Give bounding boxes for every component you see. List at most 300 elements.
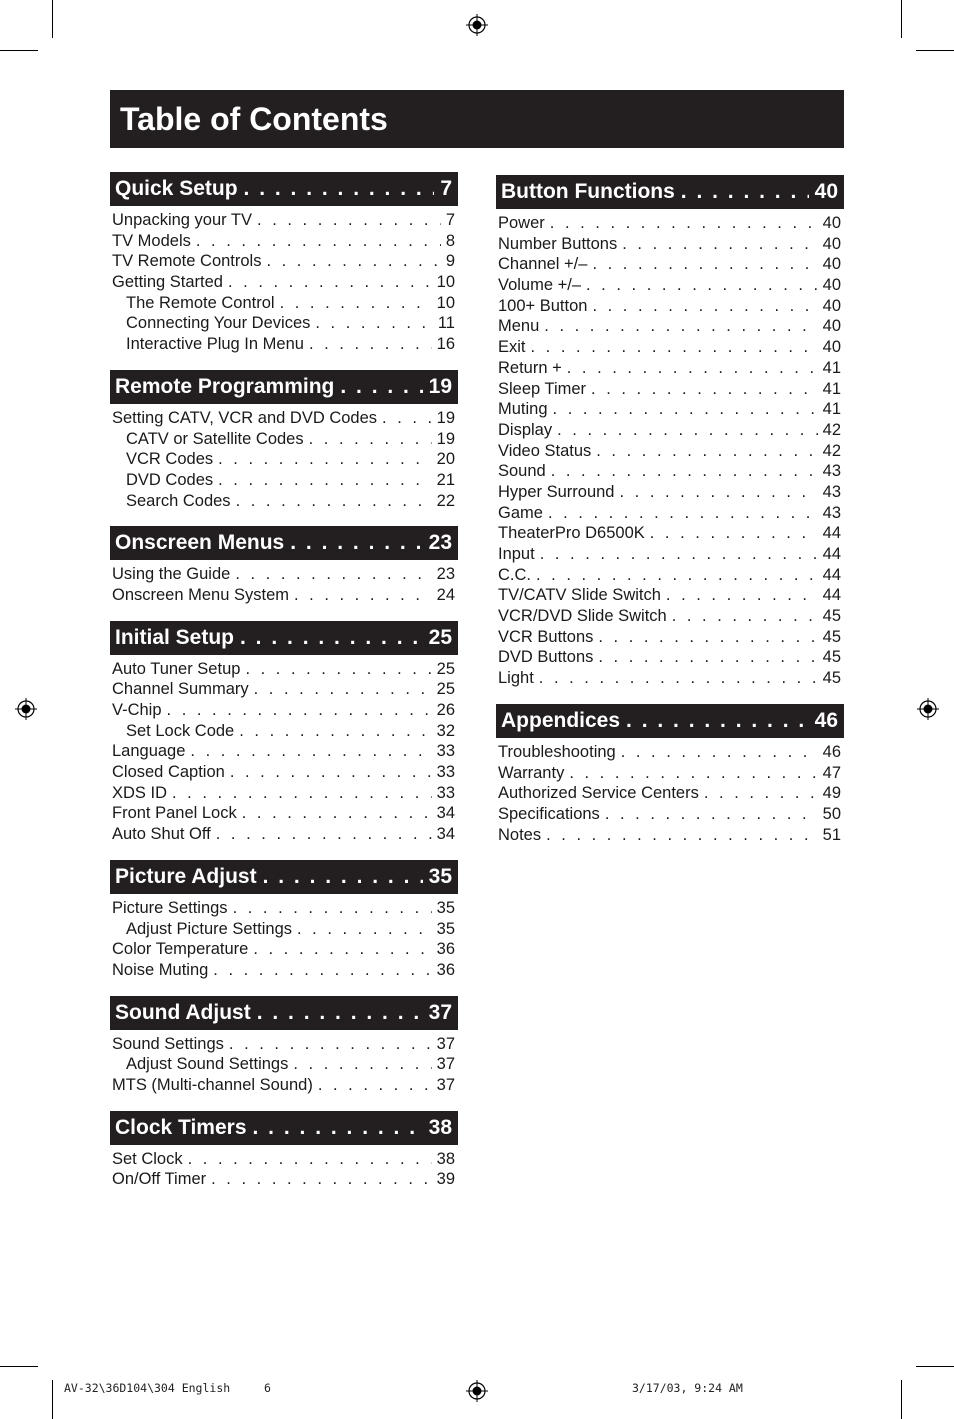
toc-entry[interactable]: [496, 421, 844, 442]
toc-entry[interactable]: [496, 462, 844, 483]
crop-mark: [916, 1366, 954, 1367]
entry-page-number: 42: [822, 441, 841, 460]
entry-title: VCR Buttons: [498, 627, 594, 646]
entry-title: Menu: [498, 317, 540, 336]
dot-leader: [318, 1076, 432, 1095]
page-title: Table of Contents: [110, 90, 844, 148]
section-page-number: 35: [428, 864, 452, 888]
entry-page-number: 40: [822, 296, 841, 315]
footer-date: 3/17/03, 9:24 AM: [632, 1381, 743, 1395]
dot-leader: [253, 1116, 423, 1140]
toc-entry[interactable]: [110, 450, 458, 471]
entry-title: Input: [498, 545, 535, 563]
dot-leader: [218, 450, 432, 469]
entry-title: Auto Shut Off: [112, 825, 211, 844]
section-title: Onscreen Menus: [115, 531, 285, 555]
section-heading[interactable]: [110, 370, 458, 404]
entry-page-number: 11: [437, 314, 455, 333]
toc-entry[interactable]: [496, 338, 844, 359]
entry-page-number: 44: [822, 565, 841, 584]
section-heading[interactable]: [496, 704, 844, 738]
toc-entry[interactable]: [110, 920, 458, 941]
entry-page-number: 49: [822, 784, 841, 803]
toc-right-column: [496, 175, 844, 860]
entry-page-number: 50: [822, 804, 841, 823]
dot-leader: [592, 297, 817, 316]
entry-title: VCR/DVD Slide Switch: [498, 607, 667, 626]
dot-leader: [257, 1001, 423, 1025]
entry-title: Color Temperature: [112, 940, 249, 959]
section-page-number: 23: [428, 531, 452, 555]
toc-section: [110, 370, 458, 512]
entry-title: VCR Codes: [126, 450, 214, 469]
section-title: Quick Setup: [115, 177, 238, 200]
entry-title: 100+ Button: [498, 296, 588, 315]
entry-title: Search Codes: [126, 491, 231, 510]
entry-page-number: 33: [436, 783, 455, 802]
toc-entry[interactable]: [110, 211, 458, 232]
entry-title: TV/CATV Slide Switch: [498, 586, 661, 605]
dot-leader: [681, 180, 809, 204]
dot-leader: [228, 273, 432, 292]
section-heading[interactable]: [110, 860, 458, 894]
crop-mark: [52, 1380, 53, 1419]
section-page-number: 25: [428, 625, 452, 649]
toc-entry[interactable]: [110, 742, 458, 763]
dot-leader: [622, 235, 817, 254]
dot-leader: [704, 784, 818, 803]
dot-leader: [596, 442, 817, 461]
entry-title: Sound: [498, 462, 546, 481]
section-page-number: 7: [440, 177, 452, 200]
entry-page-number: 34: [436, 804, 455, 823]
entry-page-number: 45: [822, 627, 841, 646]
dot-leader: [550, 214, 818, 233]
toc-entry[interactable]: [496, 442, 844, 463]
entry-title: Return +: [498, 358, 562, 377]
toc-section: [496, 175, 844, 690]
dot-leader: [242, 804, 432, 823]
toc-entry[interactable]: [110, 586, 458, 607]
toc-entry[interactable]: [110, 763, 458, 784]
entry-title: The Remote Control: [126, 293, 275, 312]
dot-leader: [188, 1150, 432, 1169]
entry-page-number: 37: [436, 1034, 455, 1053]
entry-page-number: 20: [436, 450, 455, 469]
dot-leader: [253, 940, 431, 959]
entry-title: Exit: [498, 338, 526, 357]
entry-title: Language: [112, 742, 186, 761]
dot-leader: [294, 586, 432, 605]
entry-title: XDS ID: [112, 783, 168, 802]
entry-title: Connecting Your Devices: [126, 314, 311, 333]
entry-page-number: 40: [822, 214, 841, 232]
dot-leader: [218, 471, 432, 490]
entry-title: TV Models: [112, 231, 191, 250]
dot-leader: [598, 628, 817, 647]
registration-mark-icon: [466, 14, 488, 36]
dot-leader: [216, 825, 432, 844]
entry-title: Noise Muting: [112, 960, 209, 979]
dot-leader: [567, 359, 818, 378]
entry-title: Auto Tuner Setup: [112, 659, 241, 678]
dot-leader: [619, 483, 817, 502]
toc-entry[interactable]: [496, 276, 844, 297]
entry-page-number: 16: [436, 335, 455, 354]
toc-entry[interactable]: [496, 784, 844, 805]
entry-title: Notes: [498, 825, 542, 844]
entry-title: Display: [498, 420, 553, 439]
entry-page-number: 33: [436, 742, 455, 761]
toc-entry[interactable]: [110, 273, 458, 294]
dot-leader: [586, 276, 818, 295]
entry-title: Channel Summary: [112, 680, 249, 699]
dot-leader: [244, 177, 435, 201]
entry-page-number: 41: [822, 379, 841, 398]
entry-title: Muting: [498, 400, 548, 419]
entry-page-number: 32: [436, 721, 455, 740]
section-title: Remote Programming: [115, 374, 335, 398]
dot-leader: [235, 565, 431, 584]
toc-entry[interactable]: [496, 566, 844, 587]
entry-title: Closed Caption: [112, 763, 225, 782]
entry-page-number: 37: [436, 1075, 455, 1094]
crop-mark: [916, 50, 954, 51]
toc-entry[interactable]: [496, 524, 844, 545]
crop-mark: [52, 0, 53, 38]
registration-mark-icon: [917, 698, 939, 720]
toc-entry[interactable]: [496, 400, 844, 421]
entry-page-number: 41: [822, 400, 841, 419]
section-heading[interactable]: [110, 996, 458, 1030]
toc-entry[interactable]: [110, 314, 458, 335]
toc-entry[interactable]: [496, 764, 844, 785]
dot-leader: [591, 380, 818, 399]
entry-title: Set Lock Code: [126, 721, 235, 740]
entry-title: Channel +/–: [498, 255, 588, 274]
entry-title: TV Remote Controls: [112, 252, 262, 271]
section-heading[interactable]: [496, 175, 844, 209]
entry-page-number: 47: [822, 763, 841, 782]
toc-entry[interactable]: [496, 359, 844, 380]
entry-page-number: 22: [436, 491, 455, 510]
dot-leader: [531, 338, 818, 357]
entry-title: Unpacking your TV: [112, 211, 253, 229]
entry-title: Front Panel Lock: [112, 804, 237, 823]
entry-title: Onscreen Menu System: [112, 585, 289, 604]
toc-entry[interactable]: [496, 255, 844, 276]
toc-entry[interactable]: [110, 701, 458, 722]
entry-title: DVD Codes: [126, 470, 214, 489]
dot-leader: [539, 669, 818, 688]
footer-file-label: AV-32\36D104\304 English: [64, 1381, 231, 1395]
entry-title: Game: [498, 503, 543, 522]
entry-page-number: 43: [822, 462, 841, 481]
entry-title: DVD Buttons: [498, 648, 594, 667]
entry-page-number: 39: [436, 1170, 455, 1189]
crop-mark: [0, 1366, 38, 1367]
entry-page-number: 40: [822, 234, 841, 253]
entry-page-number: 45: [822, 648, 841, 667]
section-title: Sound Adjust: [115, 1000, 251, 1024]
crop-mark: [901, 1380, 902, 1419]
toc-entry[interactable]: [110, 1076, 458, 1097]
entry-page-number: 34: [436, 825, 455, 844]
toc-entry[interactable]: [496, 826, 844, 847]
entry-page-number: 43: [822, 503, 841, 522]
entry-page-number: 19: [436, 429, 455, 448]
entry-page-number: 35: [436, 898, 455, 917]
dot-leader: [190, 742, 431, 761]
toc-entry[interactable]: [496, 297, 844, 318]
dot-leader: [315, 314, 432, 333]
toc-section: [110, 1111, 458, 1191]
dot-leader: [309, 335, 432, 354]
section-heading[interactable]: [110, 526, 458, 560]
entry-title: Volume +/–: [498, 276, 582, 295]
toc-entry[interactable]: [110, 899, 458, 920]
dot-leader: [309, 430, 432, 449]
toc-entry[interactable]: [110, 680, 458, 701]
toc-section: [110, 526, 458, 606]
entry-title: Interactive Plug In Menu: [126, 335, 304, 354]
entry-page-number: 40: [822, 317, 841, 336]
entry-page-number: 8: [445, 231, 455, 250]
dot-leader: [257, 211, 441, 230]
entry-page-number: 42: [822, 420, 841, 439]
section-page-number: 19: [428, 374, 452, 398]
toc-entry[interactable]: [110, 471, 458, 492]
toc-entry[interactable]: [496, 504, 844, 525]
dot-leader: [650, 524, 818, 543]
dot-leader: [666, 586, 818, 605]
section-page-number: 37: [428, 1000, 452, 1024]
entry-page-number: 36: [436, 960, 455, 979]
toc-entry[interactable]: [496, 214, 844, 235]
dot-leader: [236, 492, 432, 511]
toc-entry[interactable]: [110, 252, 458, 273]
dot-leader: [672, 607, 818, 626]
toc-entry[interactable]: [110, 1035, 458, 1056]
dot-leader: [280, 294, 432, 313]
dot-leader: [196, 232, 441, 251]
entry-title: Light: [498, 669, 534, 688]
entry-page-number: 40: [822, 276, 841, 295]
dot-leader: [551, 462, 818, 481]
dot-leader: [230, 763, 432, 782]
entry-title: Setting CATV, VCR and DVD Codes: [112, 408, 378, 427]
toc-entry[interactable]: [496, 380, 844, 401]
entry-page-number: 33: [436, 763, 455, 782]
dot-leader: [548, 504, 818, 523]
toc-entry[interactable]: [110, 804, 458, 825]
registration-mark-icon: [15, 698, 37, 720]
toc-entry[interactable]: [496, 628, 844, 649]
toc-entry[interactable]: [496, 743, 844, 764]
section-page-number: 40: [814, 180, 838, 203]
dot-leader: [263, 865, 423, 889]
toc-entry[interactable]: [110, 940, 458, 961]
entry-page-number: 10: [436, 273, 455, 292]
entry-title: Sound Settings: [112, 1034, 224, 1053]
section-heading[interactable]: [110, 621, 458, 655]
toc-entry[interactable]: [110, 722, 458, 743]
section-title: Picture Adjust: [115, 864, 257, 888]
entry-title: TheaterPro D6500K: [498, 524, 645, 543]
dot-leader: [340, 375, 422, 399]
entry-page-number: 7: [445, 211, 455, 229]
entry-page-number: 25: [436, 659, 455, 678]
entry-title: Video Status: [498, 441, 592, 460]
dot-leader: [553, 400, 818, 419]
toc-entry[interactable]: [110, 660, 458, 681]
toc-entry[interactable]: [496, 648, 844, 669]
dot-leader: [229, 1035, 432, 1054]
entry-page-number: 44: [822, 545, 841, 563]
entry-page-number: 36: [436, 940, 455, 959]
toc-entry[interactable]: [110, 294, 458, 315]
toc-entry[interactable]: [110, 784, 458, 805]
entry-page-number: 24: [436, 585, 455, 604]
entry-title: C.C.: [498, 565, 531, 584]
entry-page-number: 10: [436, 293, 455, 312]
entry-page-number: 19: [436, 408, 455, 427]
toc-entry[interactable]: [496, 235, 844, 256]
entry-page-number: 40: [822, 255, 841, 274]
toc-entry[interactable]: [110, 492, 458, 513]
dot-leader: [290, 531, 422, 555]
section-page-number: 38: [428, 1115, 452, 1139]
entry-title: V-Chip: [112, 701, 162, 719]
toc-entry[interactable]: [110, 565, 458, 586]
entry-page-number: 23: [436, 565, 455, 584]
toc-entry[interactable]: [496, 607, 844, 628]
entry-page-number: 35: [436, 919, 455, 938]
entry-title: Picture Settings: [112, 898, 228, 917]
toc-entry[interactable]: [496, 545, 844, 566]
dot-leader: [536, 566, 818, 585]
dot-leader: [598, 648, 817, 667]
entry-title: Sleep Timer: [498, 379, 587, 398]
toc-entry[interactable]: [110, 961, 458, 982]
toc-entry[interactable]: [496, 586, 844, 607]
dot-leader: [254, 680, 432, 699]
entry-title: Getting Started: [112, 273, 223, 292]
toc-entry[interactable]: [110, 335, 458, 356]
registration-mark-icon: [466, 1380, 488, 1402]
toc-entry[interactable]: [110, 232, 458, 253]
dot-leader: [233, 899, 432, 918]
entry-page-number: 37: [436, 1055, 455, 1074]
entry-page-number: 41: [822, 358, 841, 377]
toc-entry[interactable]: [496, 317, 844, 338]
entry-title: On/Off Timer: [112, 1170, 207, 1189]
entry-title: Set Clock: [112, 1149, 183, 1168]
toc-entry[interactable]: [110, 409, 458, 430]
section-title: Initial Setup: [115, 625, 235, 649]
entry-page-number: 9: [445, 252, 455, 271]
toc-entry[interactable]: [110, 825, 458, 846]
dot-leader: [605, 805, 818, 824]
section-title: Button Functions: [501, 180, 675, 203]
dot-leader: [266, 252, 440, 271]
entry-page-number: 45: [822, 607, 841, 626]
entry-page-number: 38: [436, 1149, 455, 1168]
entry-title: Authorized Service Centers: [498, 784, 699, 803]
entry-page-number: 21: [436, 470, 455, 489]
dot-leader: [240, 626, 423, 650]
entry-title: CATV or Satellite Codes: [126, 429, 304, 448]
toc-left-column: [110, 172, 458, 1205]
toc-entry[interactable]: [496, 669, 844, 690]
dot-leader: [382, 409, 432, 428]
dot-leader: [297, 920, 432, 939]
toc-section: [110, 172, 458, 356]
entry-title: Warranty: [498, 763, 565, 782]
dot-leader: [172, 784, 432, 803]
toc-entry[interactable]: [496, 483, 844, 504]
section-page-number: 46: [814, 708, 838, 732]
entry-page-number: 40: [822, 338, 841, 357]
section-heading[interactable]: [110, 172, 458, 206]
dot-leader: [544, 317, 817, 336]
toc-entry[interactable]: [110, 430, 458, 451]
dot-leader: [540, 545, 818, 564]
toc-section: [496, 704, 844, 846]
toc-section: [110, 860, 458, 982]
entry-page-number: 44: [822, 586, 841, 605]
entry-page-number: 26: [436, 701, 455, 719]
crop-mark: [901, 0, 902, 38]
dot-leader: [213, 961, 431, 980]
dot-leader: [569, 764, 817, 783]
dot-leader: [211, 1170, 432, 1189]
entry-title: Adjust Sound Settings: [126, 1055, 289, 1074]
dot-leader: [592, 255, 817, 274]
entry-page-number: 45: [822, 669, 841, 688]
toc-entry[interactable]: [496, 805, 844, 826]
entry-title: Adjust Picture Settings: [126, 919, 292, 938]
entry-title: Power: [498, 214, 545, 232]
entry-title: Using the Guide: [112, 565, 231, 584]
crop-mark: [0, 50, 38, 51]
section-title: Clock Timers: [115, 1115, 247, 1139]
entry-page-number: 44: [822, 524, 841, 543]
section-title: Appendices: [501, 708, 621, 732]
section-heading[interactable]: [110, 1111, 458, 1145]
toc-entry[interactable]: [110, 1150, 458, 1171]
toc-section: [110, 621, 458, 846]
dot-leader: [626, 709, 809, 733]
entry-title: Troubleshooting: [498, 742, 616, 761]
entry-page-number: 25: [436, 680, 455, 699]
dot-leader: [546, 826, 818, 845]
toc-entry[interactable]: [110, 1055, 458, 1076]
dot-leader: [239, 722, 431, 741]
entry-page-number: 43: [822, 482, 841, 501]
entry-page-number: 46: [822, 742, 841, 761]
dot-leader: [621, 743, 818, 762]
entry-title: Specifications: [498, 804, 600, 823]
entry-title: MTS (Multi-channel Sound): [112, 1075, 313, 1094]
toc-section: [110, 996, 458, 1097]
entry-title: Hyper Surround: [498, 482, 615, 501]
entry-title: Number Buttons: [498, 234, 618, 253]
dot-leader: [245, 660, 431, 679]
footer-page-number: 6: [264, 1381, 271, 1395]
dot-leader: [557, 421, 818, 440]
toc-entry[interactable]: [110, 1170, 458, 1191]
